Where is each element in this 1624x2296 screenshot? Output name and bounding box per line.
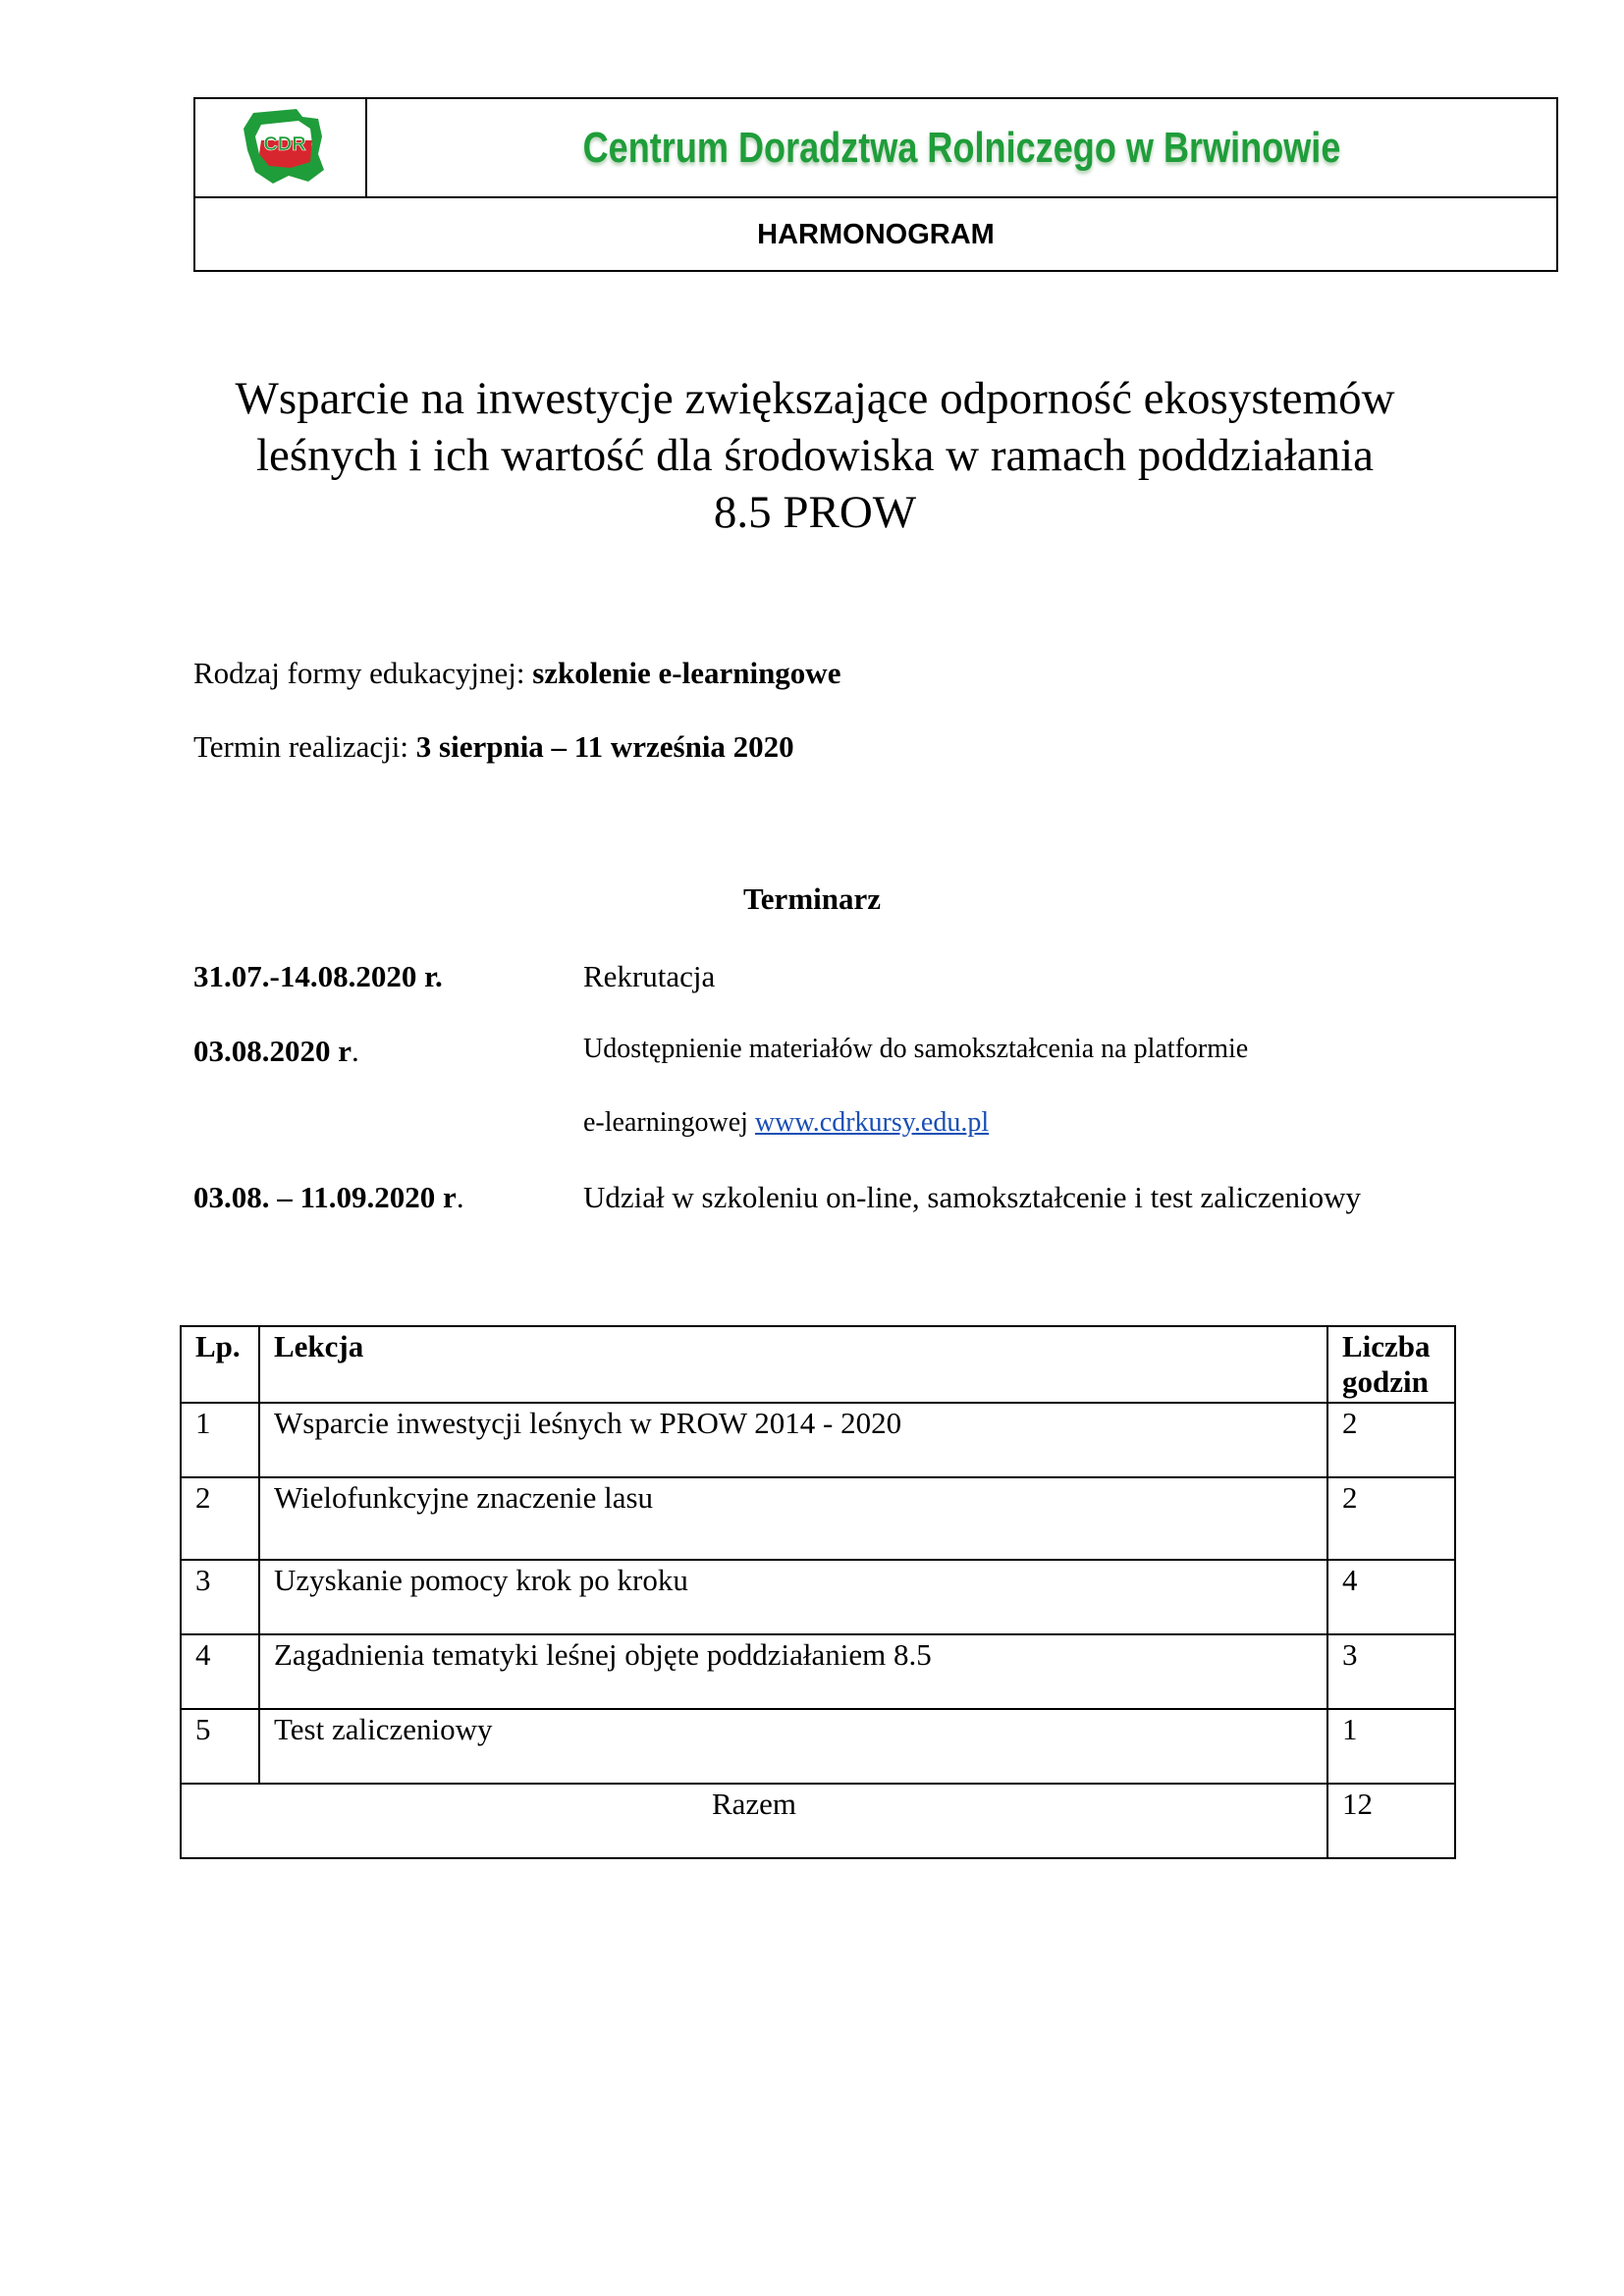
schedule-date <box>193 1034 359 1069</box>
schedule-date: 31.07.-14.08.2020 r. <box>193 959 443 993</box>
cell-hours: 2 <box>1327 1403 1455 1477</box>
schedule-date <box>193 1180 464 1215</box>
header-lp: Lp. <box>181 1326 259 1403</box>
cell-lesson: Wsparcie inwestycji leśnych w PROW 2014 - 2020 <box>259 1403 1327 1477</box>
cell-lesson: Zagadnienia tematyki leśnej objęte poddziałaniem 8.5 <box>259 1634 1327 1709</box>
lessons-table <box>180 1325 1456 1859</box>
cell-lesson: Test zaliczeniowy <box>259 1709 1327 1784</box>
header-box <box>193 97 1558 272</box>
cell-lp: 3 <box>181 1560 259 1634</box>
table-row <box>181 1634 1455 1709</box>
title-line-1: Wsparcie na inwestycje zwiększające odporność ekosystemów <box>235 373 1395 424</box>
cell-hours: 4 <box>1327 1560 1455 1634</box>
schedule-description: Udostępnienie materiałów do samokształcenia na platformie <box>583 1034 1249 1064</box>
header-top-row <box>195 99 1556 198</box>
title-line-2: leśnych i ich wartość dla środowiska w ramach poddziałania <box>255 430 1375 481</box>
organization-name: Centrum Doradztwa Rolniczego w Brwinowie <box>582 123 1341 172</box>
table-row <box>181 1709 1455 1784</box>
realization-term-line <box>193 729 794 765</box>
education-form-line <box>193 656 840 691</box>
cdr-logo-icon <box>240 107 328 187</box>
document-type: HARMONOGRAM <box>757 219 995 250</box>
title-line-3: 8.5 PROW <box>713 487 917 538</box>
document-title <box>157 370 1473 541</box>
header-lesson: Lekcja <box>259 1326 1327 1403</box>
schedule-date-suffix: . <box>352 1034 359 1068</box>
cell-lp: 4 <box>181 1634 259 1709</box>
table-header-row <box>181 1326 1455 1403</box>
cell-lp: 5 <box>181 1709 259 1784</box>
cell-lesson: Uzyskanie pomocy krok po kroku <box>259 1560 1327 1634</box>
cell-lesson: Wielofunkcyjne znaczenie lasu <box>259 1477 1327 1560</box>
schedule-description: Udział w szkoleniu on-line, samokształcenie i test zaliczeniowy <box>583 1180 1361 1214</box>
cell-lp: 2 <box>181 1477 259 1560</box>
cell-hours: 2 <box>1327 1477 1455 1560</box>
education-form-label: Rodzaj formy edukacyjnej: <box>193 656 533 690</box>
cell-hours: 3 <box>1327 1634 1455 1709</box>
schedule-heading: Terminarz <box>742 881 882 916</box>
schedule-date-text: 03.08.2020 r <box>193 1034 352 1068</box>
table-row <box>181 1560 1455 1634</box>
schedule-description <box>583 1107 989 1139</box>
table-row <box>181 1403 1455 1477</box>
schedule-description: Rekrutacja <box>583 959 716 993</box>
schedule-date-text: 03.08. – 11.09.2020 r <box>193 1180 457 1214</box>
realization-term-value: 3 sierpnia – 11 września 2020 <box>415 729 794 764</box>
logo-cell <box>195 99 367 196</box>
cell-hours: 1 <box>1327 1709 1455 1784</box>
header-hours: Liczba godzin <box>1327 1326 1455 1403</box>
education-form-value: szkolenie e-learningowe <box>532 656 841 690</box>
cell-lp: 1 <box>181 1403 259 1477</box>
schedule-link-prefix: e-learningowej <box>583 1107 755 1138</box>
table-total-row <box>181 1784 1455 1858</box>
table-row <box>181 1477 1455 1560</box>
total-label: Razem <box>181 1784 1327 1858</box>
total-value: 12 <box>1327 1784 1455 1858</box>
platform-link[interactable]: www.cdrkursy.edu.pl <box>754 1107 990 1138</box>
realization-term-label: Termin realizacji: <box>193 729 416 764</box>
schedule-date-suffix: . <box>456 1180 464 1214</box>
logo-text: CDR <box>263 133 306 155</box>
